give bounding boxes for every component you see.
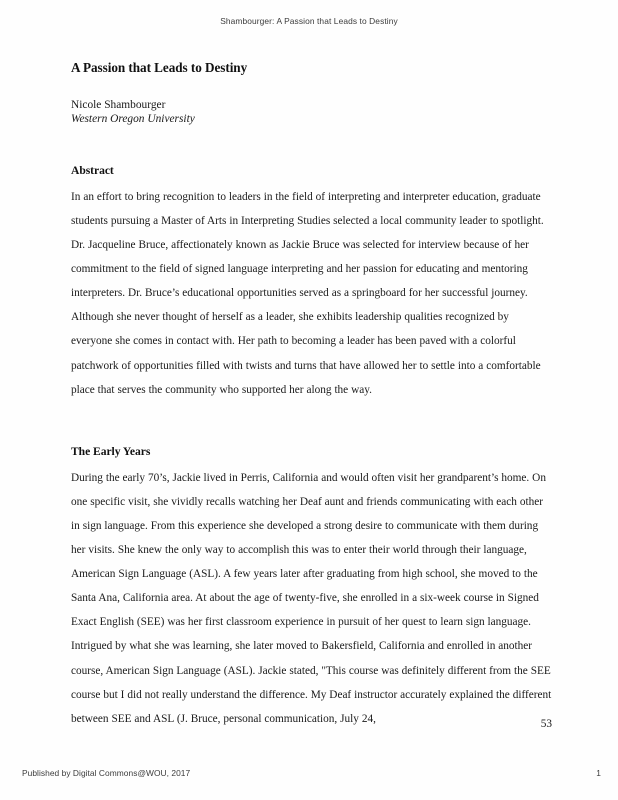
section-body-the-early-years: During the early 70’s, Jackie lived in Perris, California and would often visit her grandparent’s home. On one specific visit, she vividly recalls watching her Deaf aunt and friends communicating with each other in sign language. From this experience she developed a strong desire to communicate with them during her visits. She knew the only way to accomplish this was to enter their world through their language, American Sign Language (ASL). A few years later after graduating from high school, she moved to the Santa Ana, California area. At about the age of twenty-five, she enrolled in a six-week course in Signed Exact English (SEE) was her first classroom experience in pursuit of her quest to learn sign language. Intrigued by what she was learning, she later moved to Bakersfield, California and enrolled in another course, American Sign Language (ASL). Jackie stated, "This course was definitely different from the SEE course but I did not really understand the difference. My Deaf instructor accurately explained the different between SEE and ASL (J. Bruce, personal communication, July 24, <box>71 471 552 725</box>
page-footer <box>0 768 618 784</box>
byline <box>71 98 552 126</box>
author-affiliation: Western Oregon University <box>71 112 195 125</box>
footer-page-number: 1 <box>596 768 601 778</box>
footer-publisher-line: Published by Digital Commons@WOU, 2017 <box>22 768 191 778</box>
page-title: A Passion that Leads to Destiny <box>71 60 248 75</box>
section-body-abstract: In an effort to bring recognition to leaders in the field of interpreting and interpreter education, graduate students pursuing a Master of Arts in Interpreting Studies selected a local community leader to spotlight. Dr. Jacqueline Bruce, affectionately known as Jackie Bruce was selected for interview because of her commitment to the field of signed language interpreting and her passion for educating and mentoring interpreters. Dr. Bruce’s educational opportunities served as a springboard for her successful journey. Although she never thought of herself as a leader, she exhibits leadership qualities recognized by everyone she comes in contact with. Her path to becoming a leader has been paved with a colorful patchwork of opportunities filled with twists and turns that have allowed her to settle into a comfortable place that serves the community who supported her along the way. <box>71 190 544 396</box>
running-header: Shambourger: A Passion that Leads to Destiny <box>220 16 398 26</box>
article-content <box>71 60 552 731</box>
article-page-number: 53 <box>540 718 552 730</box>
section-heading-abstract: Abstract <box>71 163 114 177</box>
section-abstract <box>71 160 552 402</box>
author-name: Nicole Shambourger <box>71 98 166 111</box>
section-the-early-years <box>71 441 552 731</box>
section-heading-the-early-years: The Early Years <box>71 444 151 458</box>
